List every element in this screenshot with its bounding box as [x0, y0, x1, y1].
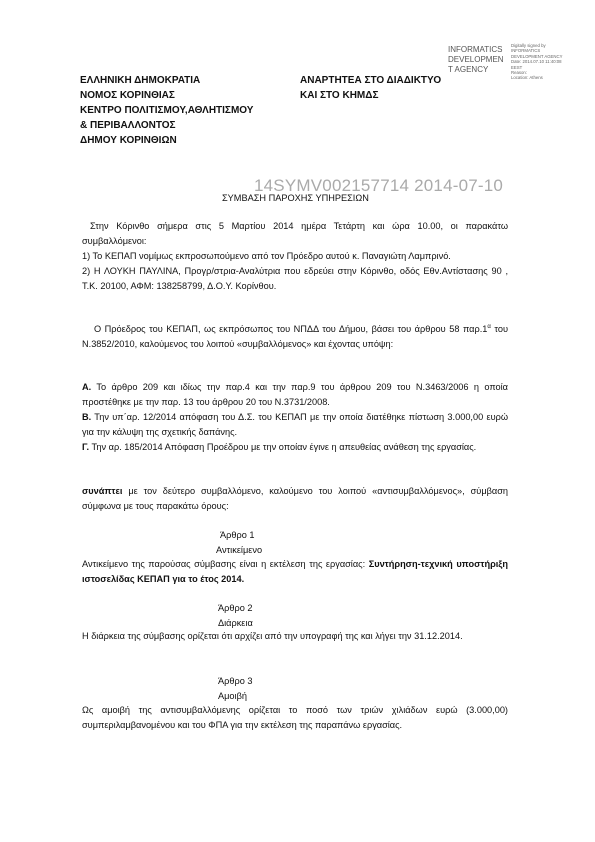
- item-c-text: Την αρ. 185/2014 Απόφαση Προέδρου με την οποίαν έγινε η απευθείας ανάθεση της εργασίας.: [89, 442, 477, 452]
- signature-detail-line: Date: 2014.07.10 11:40:08: [511, 59, 562, 65]
- considerations: [82, 380, 508, 455]
- document-stamp: 14SYMV002157714 2014-07-10: [254, 176, 504, 195]
- posting-notice: [300, 73, 500, 103]
- president-text-b: του Ν.3852/2010, καλούμενος του λοιπού «συμβαλλόμενος» και έχοντας υπόψη:: [82, 324, 508, 350]
- intro-text: Στην Κόρινθο σήμερα στις 5 Μαρτίου 2014 ημέρα Τετάρτη και ώρα 10.00, οι παρακάτω συμβαλλόμενοι:: [82, 221, 508, 246]
- article-1-header: [216, 528, 316, 558]
- article-2-heading: Διάρκεια: [218, 618, 253, 628]
- issuer-line: & ΠΕΡΙΒΑΛΛΟΝΤΟΣ: [80, 120, 176, 131]
- president-text-a: O Πρόεδρος του ΚΕΠΑΠ, ως εκπρόσωπος του ΝΠΔΔ του Δήμου, βάσει του άρθρου 58 παρ.1: [94, 324, 488, 335]
- article-2-number: Άρθρο 2: [218, 603, 253, 613]
- item-b: [82, 410, 508, 440]
- signature-detail-line: INFORMATICS: [511, 48, 541, 54]
- article-2-body: Η διάρκεια της σύμβασης ορίζεται ότι αρχίζει από την υπογραφή της και λήγει την 31.12.2014.: [82, 631, 463, 641]
- signature-org-line: DEVELOPMEN: [448, 55, 504, 64]
- article-1-body: [82, 557, 508, 587]
- item-a-letter: Α.: [82, 382, 92, 392]
- issuer-line: ΔΗΜΟΥ ΚΟΡΙΝΘΙΩΝ: [80, 135, 177, 146]
- item-b-letter: Β.: [82, 412, 92, 422]
- issuer-header: [80, 73, 280, 148]
- issuer-line: ΕΛΛΗΝΙΚΗ ΔΗΜΟΚΡΑΤΙΑ: [80, 75, 201, 86]
- agreement-verb: συνάπτει: [82, 486, 123, 496]
- article-1-number: Άρθρο 1: [220, 530, 255, 540]
- agreement-paragraph: [82, 484, 508, 514]
- item-c: [82, 440, 508, 455]
- article-2-header: [216, 601, 316, 631]
- superscript: α: [487, 324, 491, 330]
- party-2: 2) Η ΛΟΥΚΗ ΠΑΥΛΙΝΑ, Προγρ/στρια-Αναλύτρια που εδρεύει στην Κόρινθο, οδός Εθν.Αντίστασης 90 , Τ.Κ. 20100, ΑΦΜ: 138258799, Δ.Ο.Υ. Κορίνθου.: [82, 266, 508, 291]
- posting-line: ΚΑΙ ΣΤΟ ΚΗΜΔΣ: [300, 90, 379, 101]
- posting-line: ΑΝΑΡΤΗΤΕΑ ΣΤΟ ΔΙΑΔΙΚΤΥΟ: [300, 75, 442, 86]
- agreement-text: με τον δεύτερο συμβαλλόμενο, καλούμενο του λοιπού «αντισυμβαλλόμενος», σύμβαση σύμφωνα με τους παρακάτω όρους:: [82, 486, 508, 511]
- article-3-number: Άρθρο 3: [218, 676, 253, 686]
- signature-detail-line: Location: Athens: [511, 75, 543, 81]
- article-3-body: Ως αμοιβή της αντισυμβαλλόμενης ορίζεται το ποσό των τριών χιλιάδων ευρώ (3.000,00) συμπεριλαμβανομένου και του ΦΠΑ για την εκτέλεση της παραπάνω εργασίας.: [82, 705, 508, 730]
- article-1-text: Αντικείμενο της παρούσας σύμβασης είναι η εκτέλεση της εργασίας:: [82, 559, 369, 569]
- issuer-line: ΝΟΜΟΣ ΚΟΡΙΝΘΙΑΣ: [80, 90, 175, 101]
- signature-org-line: T AGENCY: [448, 65, 489, 74]
- signature-organization: [448, 45, 508, 75]
- party-1: 1) Το ΚΕΠΑΠ νομίμως εκπροσωπούμενο από τον Πρόεδρο αυτού κ. Παναγιώτη Λαμπρινό.: [82, 251, 451, 261]
- signature-org-line: INFORMATICS: [448, 45, 503, 54]
- signature-detail-line: DEVELOPMENT AGENCY: [511, 53, 563, 59]
- signature-detail-line: Digitally signed by: [511, 43, 546, 48]
- president-paragraph: [82, 320, 508, 352]
- article-3-header: [216, 674, 316, 704]
- article-1-bold: Συντήρηση-τεχνική υποστήριξη ιστοσελίδας ΚΕΠΑΠ για το έτος 2014.: [82, 559, 509, 584]
- article-1-heading: Αντικείμενο: [216, 545, 263, 555]
- signature-details: [511, 43, 583, 81]
- signature-detail-line: EEST: [511, 64, 523, 70]
- intro-paragraph: [82, 219, 508, 294]
- item-a-text: Το άρθρο 209 και ιδίως την παρ.4 και την παρ.9 του άρθρου 209 του Ν.3463/2006 η οποία προστέθηκε με την παρ. 13 του άρθρου 20 του Ν.3731/2008.: [82, 382, 508, 407]
- issuer-line: ΚΕΝΤΡΟ ΠΟΛΙΤΙΣΜΟΥ,ΑΘΛΗΤΙΣΜΟΥ: [80, 105, 254, 116]
- item-c-letter: Γ.: [82, 442, 90, 452]
- item-b-text: Την υπ΄αρ. 12/2014 απόφαση του Δ.Σ. του ΚΕΠΑΠ με την οποία διατέθηκε πίστωση 3.000,00 ευρώ για την κάλυψη της σχετικής δαπάνης.: [82, 412, 508, 437]
- article-3-heading: Αμοιβή: [218, 691, 247, 701]
- item-a: [82, 380, 508, 410]
- document-title: ΣΥΜΒΑΣΗ ΠΑΡΟΧΗΣ ΥΠΗΡΕΣΙΩΝ: [222, 193, 369, 203]
- signature-detail-line: Reason:: [511, 70, 528, 76]
